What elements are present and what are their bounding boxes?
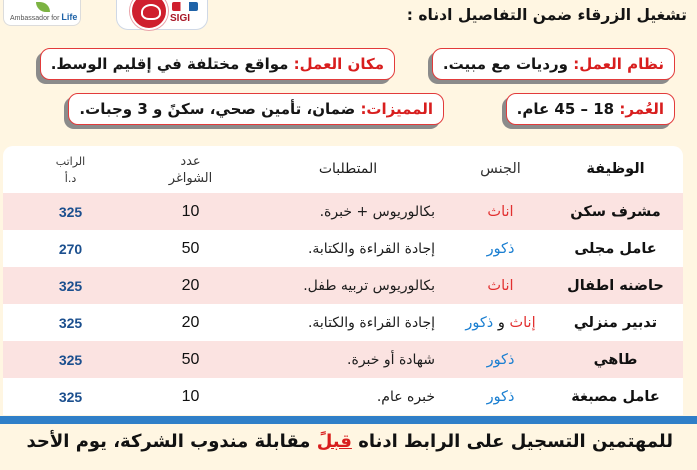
benefits-key: المميزات: bbox=[360, 100, 433, 118]
job-title: مشرف سكن bbox=[548, 193, 683, 230]
table-row bbox=[3, 267, 683, 304]
ambassador-for-life-logo bbox=[3, 0, 81, 26]
job-salary: 325 bbox=[3, 341, 138, 378]
gender-female: إناث bbox=[509, 314, 536, 331]
job-count: 10 bbox=[138, 193, 243, 230]
benefits-value: ضمان، تأمين صحي، سكنً و 3 وجبات. bbox=[79, 100, 356, 118]
job-requirements: بكالوريوس تربيه طفل. bbox=[243, 267, 453, 304]
jobs-table-container bbox=[3, 146, 683, 410]
gender-male: ذكور bbox=[465, 314, 494, 331]
job-title: تدبير منزلي bbox=[548, 304, 683, 341]
leaf-icon bbox=[36, 2, 50, 12]
job-count: 50 bbox=[138, 230, 243, 267]
header-salary-line2: د.أ bbox=[64, 171, 77, 185]
header-count-line2: الشواغر bbox=[168, 170, 213, 186]
job-salary: 325 bbox=[3, 193, 138, 230]
intro-heading: تشغيل الزرقاء ضمن التفاصيل ادناه : bbox=[406, 6, 687, 24]
registration-note bbox=[26, 431, 673, 452]
table-row bbox=[3, 341, 683, 378]
header-requirements: المتطلبات bbox=[318, 161, 378, 177]
job-count: 20 bbox=[138, 267, 243, 304]
job-salary: 325 bbox=[3, 304, 138, 341]
age-pill bbox=[506, 93, 675, 125]
table-row bbox=[3, 304, 683, 341]
work-place-key: مكان العمل: bbox=[293, 55, 384, 73]
job-count: 20 bbox=[138, 304, 243, 341]
table-row bbox=[3, 193, 683, 230]
benefits-pill bbox=[68, 93, 444, 125]
work-system-value: ورديات مع مبيت. bbox=[442, 55, 568, 73]
work-system-pill bbox=[432, 48, 675, 80]
job-requirements: بكالوريوس + خبرة. bbox=[243, 193, 453, 230]
age-key: العُمر: bbox=[619, 100, 664, 118]
logo-tagline: Ambassador for bbox=[10, 15, 60, 22]
job-count: 50 bbox=[138, 341, 243, 378]
job-title: حاضنه اطفال bbox=[548, 267, 683, 304]
job-title: عامل مجلى bbox=[548, 230, 683, 267]
job-requirements: شهادة أو خبرة. bbox=[243, 341, 453, 378]
job-gender: اناث bbox=[453, 193, 548, 230]
table-row bbox=[3, 378, 683, 415]
job-requirements: خبره عام. bbox=[243, 378, 453, 415]
age-value: 18 – 45 عام. bbox=[516, 100, 615, 118]
job-requirements: إجادة القراءة والكتابة. bbox=[243, 230, 453, 267]
logo-brand: Life bbox=[61, 12, 78, 22]
header-gender: الجنس bbox=[480, 161, 521, 177]
job-gender: اناث bbox=[453, 267, 548, 304]
table-header-row bbox=[3, 146, 683, 193]
job-salary: 325 bbox=[3, 378, 138, 415]
work-place-pill bbox=[40, 48, 395, 80]
job-salary: 270 bbox=[3, 230, 138, 267]
gender-and: و bbox=[497, 314, 505, 331]
header-count-line1: عدد bbox=[180, 153, 201, 169]
job-gender bbox=[453, 304, 548, 341]
job-gender: ذكور bbox=[453, 230, 548, 267]
table-row bbox=[3, 230, 683, 267]
job-requirements: إجادة القراءة والكتابة. bbox=[243, 304, 453, 341]
footer-text-before: للمهتمين التسجيل على الرابط ادناه bbox=[351, 431, 673, 452]
job-title: عامل مصبغة bbox=[548, 378, 683, 415]
job-title: طاهي bbox=[548, 341, 683, 378]
header-salary-line1: الراتب bbox=[55, 154, 86, 168]
header-title: الوظيفة bbox=[586, 161, 645, 177]
header-count bbox=[138, 146, 243, 193]
job-count: 10 bbox=[138, 378, 243, 415]
section-divider bbox=[0, 416, 697, 424]
footer-text-after: مقابلة مندوب الشركة، يوم الأحد bbox=[26, 431, 317, 452]
flag-icon bbox=[172, 2, 198, 11]
work-place-value: مواقع مختلفة في إقليم الوسط. bbox=[50, 55, 289, 73]
work-system-key: نظام العمل: bbox=[573, 55, 664, 73]
job-salary: 325 bbox=[3, 267, 138, 304]
sigi-logo-text: SIGI bbox=[170, 13, 191, 24]
footer-accent: قبلً bbox=[316, 431, 352, 452]
job-gender: ذكور bbox=[453, 341, 548, 378]
header-salary bbox=[3, 146, 138, 193]
job-gender: ذكور bbox=[453, 378, 548, 415]
jobs-table bbox=[3, 146, 683, 415]
